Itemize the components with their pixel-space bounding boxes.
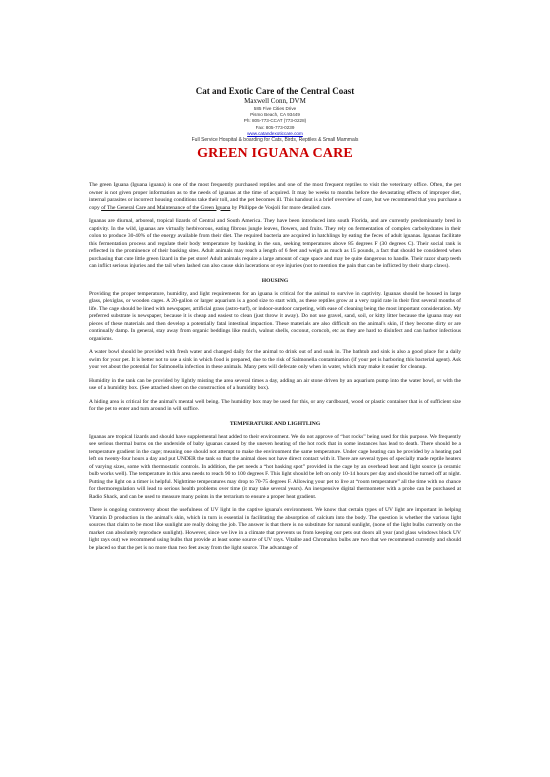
letterhead <box>0 86 550 144</box>
housing-paragraph: Humidity in the tank can be provided by lightly misting the area several times a day, adding an air stone driven by an aquarium pump into the water bowl, or with the use of a humidity box. (See attached sheet on the construction of a humidity box). <box>89 377 461 391</box>
temperature-paragraph: There is ongoing controversy about the usefulness of UV light in the captive iguana's environment. We know that certain types of UV light are important in helping Vitamin D production in the animal's skin, which in turn is essential in facilitating the absorption of calcium into the body. The question is whether the various light sources that claim to be most like sunlight are really doing the job. The answer is that there is no substitute for natural sunlight, (none of the light bulbs currently on the market can absolutely reproduce sunlight). However, since we live in a climate that prevents us from keeping our pets out doors all year (and glass windows block UV light rays out) we recommend using bulbs that provide at least some source of UV rays. Vitalite and Chromalux bulbs are two that we recommend currently and should be placed so that the pet is no more than two feet away from the light source. The advantage of <box>89 507 461 551</box>
document-body <box>89 182 461 558</box>
tagline: Full Service Hospital & boarding for Cats, Birds, Reptiles & Small Mammals <box>191 137 359 144</box>
housing-paragraph: A water bowl should be provided with fresh water and changed daily for the animal to drink out of and soak in. The bathtub and sink is also a good place for a daily swim for your pet. It is better not to use a sink in which food is prepared, due to the risk of Salmonella contamination (if your pet is harboring this bacterial agent). Ask your vet about the potential for Salmonella infection in these animals. Many pets will defecate only when in water, which may make it easier for cleanup. <box>89 349 461 370</box>
book-reference: of The General Care and Maintenance of the Green Iguana <box>101 204 231 211</box>
section-heading-housing: HOUSING <box>261 277 289 284</box>
city-address: Pismo Beach, CA 93449 <box>250 112 300 118</box>
section-heading-temperature: TEMPERATURE AND LIGHTLING <box>229 420 321 427</box>
temperature-paragraph: Iguanas are tropical lizards and should have supplemental heat added to their environment. We do not approve of “hot rocks” being used for this purpose. We frequently see serious thermal burns on the underside of baby iguanas caused by the uneven heating of the hot rock that in some instances has lead to death. There should be a temperature gradient in the cage; meaning one should not attempt to make the environment the same temperature. Under cage heating can be provided by a heating pad left on twenty-four hours a day and put UNDER the tank so that the animal does not have direct contact with it. There are several types of specially made reptile heaters of varying sizes, some with thermostatic controls. In addition, the pet needs a “hot basking spot” provided in the cage by an overhead heat and light source (a ceramic bulb works well). The temperature in this area needs to reach 90 to 100 degrees F. This light should be left on only 10-14 hours per day and should be turned off at night. Putting the light on a timer is helpful. Nighttime temperatures may drop to 70-75 degrees F. Allowing your pet to live at “room temperature” all the time with no chance for thermoregulation will lead to serious health problems over time (it may take several years). An inexpensive digital thermometer with a probe can be purchased at Radio Shack, and can be used to measure many points in the terrarium to ensure a proper heat gradient. <box>89 433 461 500</box>
housing-paragraph: A hiding area is critical for the animal's mental well being. The humidity box may be used for this, or any cardboard, wood or plastic container that is of sufficient size for the pet to enter and turn around in will suffice. <box>89 398 461 412</box>
fax-number: Fax: 805-773-0239 <box>255 124 295 130</box>
paragraph-natural-history: Iguanas are diurnal, arboreal, tropical lizards of Central and South America. They have been introduced into south Florida, and are currently predominantly bred in captivity. In the wild, iguanas are virtually herbivorous, eating fibrous jungle leaves, flowers, and fruits. They rely on fermentation of complex carbohydrates in their colon to produce 30-40% of the energy available from their diet. The required bacteria are acquired in hatchlings by eating the feces of adult iguanas. Iguanas facilitate this fermentation process and regulate their body temperature by basking in the sun, seeking temperatures above 85 degrees F (30 degrees C). Their social rank is reflected in the prominence of their basking sites. Adult animals may reach a length of 6 feet and weigh as much as 15 pounds, a fact that should be considered when purchasing that cute little green lizard in the pet store! Adult animals require a large amount of cage space and may be quite dangerous to handle. Their razor sharp teeth can inflict serious injuries and the tail when lashed can also cause skin lacerations or eye injuries (not to mention the pain that can be inflicted by their sharp claws). <box>89 218 461 269</box>
intro-text-before: The green Iguana (Iguana iguana) is one of the most frequently purchased reptiles and one of the most frequent reptiles to visit the veterinary office. Often, the pet owner is not given proper information as to the needs of iguanas at the time of acquired. It may be weeks to months before the devastating effects of improper diet, internal parasites or incorrect housing conditions take their toll, and the pet becomes ill. This handout is a brief overview of care, but we recommend that you purchase a copy <box>89 182 461 211</box>
organization-name: Cat and Exotic Care of the Central Coast <box>195 86 355 96</box>
website-link[interactable]: www.catandexoticcare.com <box>247 130 303 136</box>
housing-paragraph: Providing the proper temperature, humidity, and light requirements for an iguana is critical for the animal to survive in captivity. Iguanas should be housed in large glass, plexiglas, or wooden cages. A 20-gallon or larger aquarium is a good size to start with, as these reptiles grow at a very rapid rate in their first several months of life. The cage should be lined with newspaper, artificial grass (astro-turf), or indoor-outdoor carpeting, with ease of cleaning being the most important consideration. My preferred substrate is newspaper, because it is cheap and easiest to clean (just throw it away). Do not use gravel, sand, soil, or kitty litter because the iguana may eat pieces of these materials and then develop a potentially fatal intestinal impaction. These materials are also difficult on the animal's skin, if they become dirty or are continually damp. In general, stay away from organic beddings like mulch, walnut shells, coconut, corncob, etc as they are hard to disinfect and can harbor infectious organisms. <box>89 290 461 342</box>
document-title: GREEN IGUANA CARE <box>197 146 353 161</box>
doctor-name: Maxwell Conn, DVM <box>244 97 306 105</box>
intro-text-after: by Philippe de Vosjoli for more detailed care. <box>230 204 332 211</box>
intro-paragraph <box>89 182 461 212</box>
phone-number: Ph: 805-773-CCAT (773-0228) <box>243 118 307 124</box>
street-address: 585 Five Cities Drive <box>253 106 297 111</box>
